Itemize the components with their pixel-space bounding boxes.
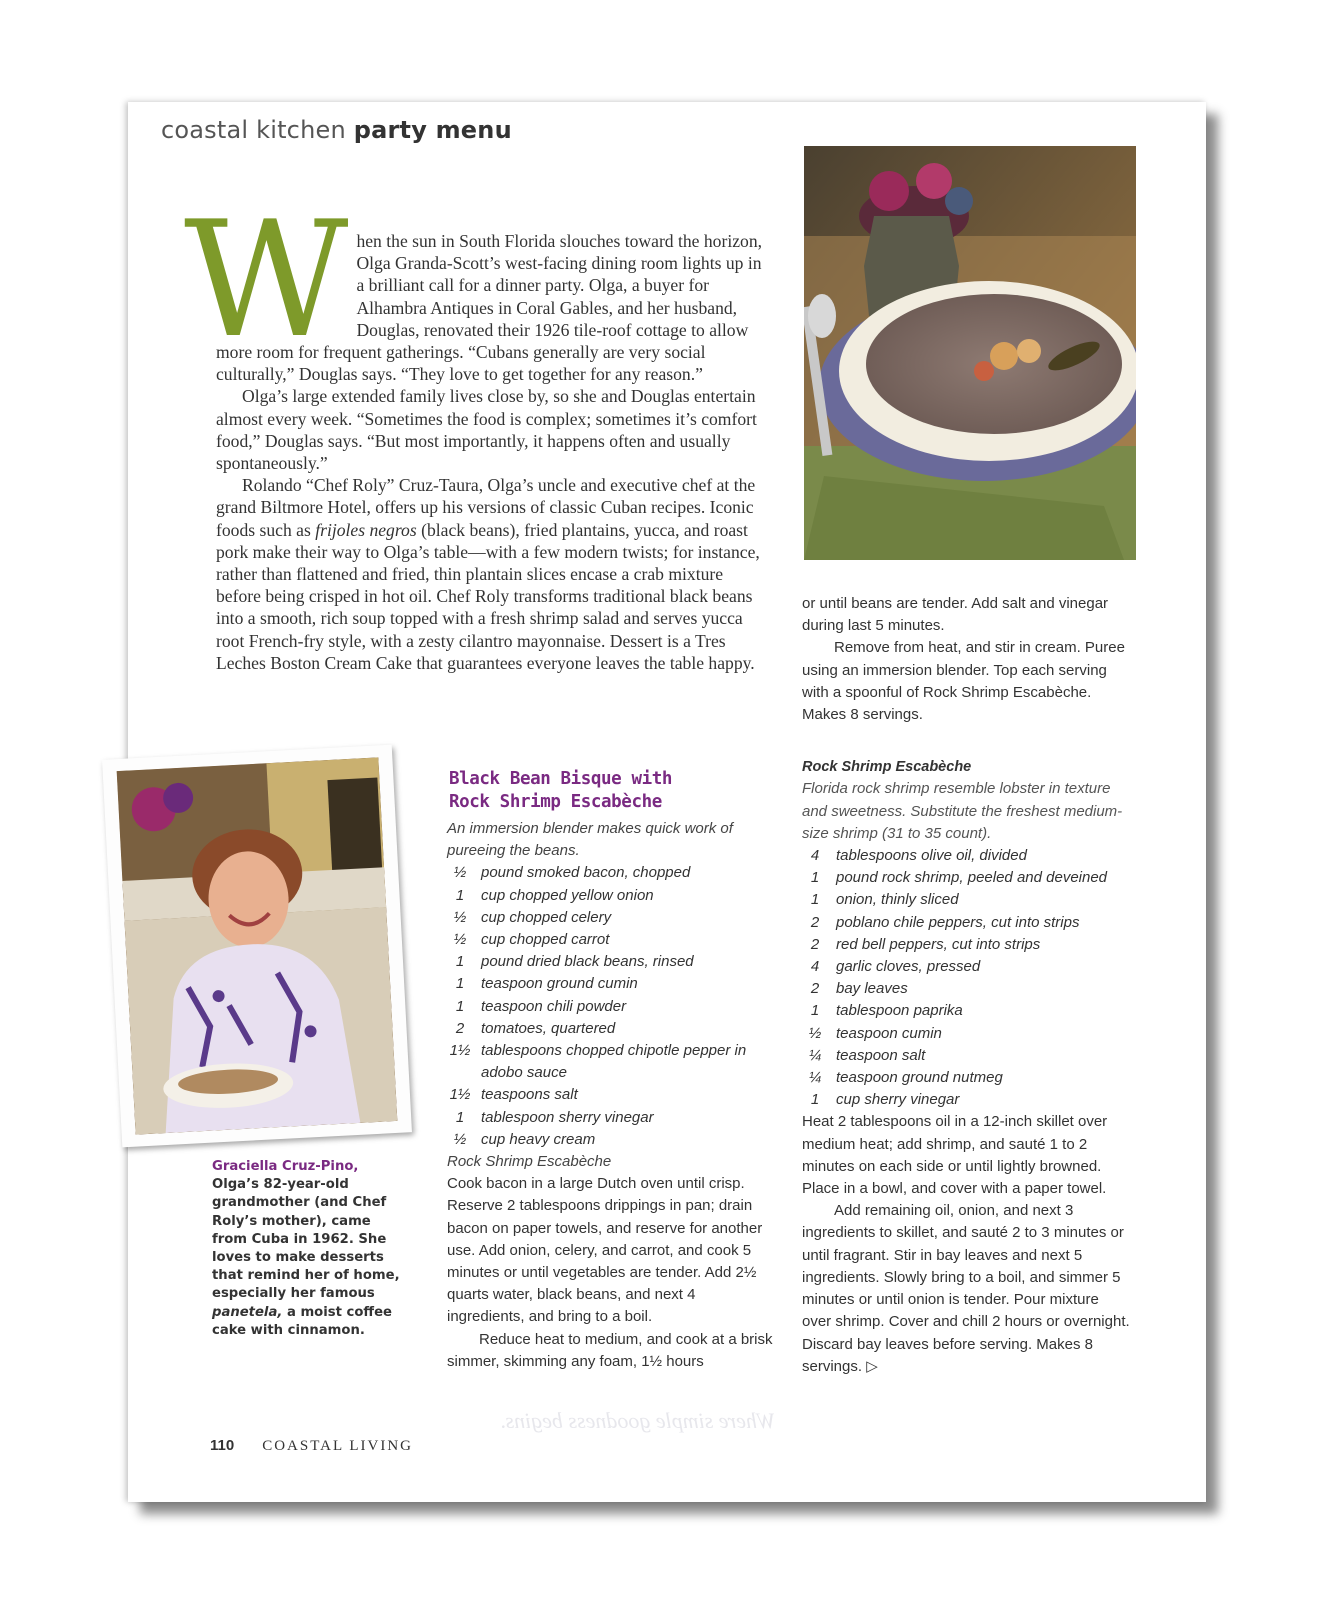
ingredient-text: pound dried black beans, rinsed bbox=[481, 953, 694, 971]
ingredient-row bbox=[447, 862, 777, 884]
recipe-black-bean-bisque bbox=[447, 768, 777, 1373]
page-footer bbox=[210, 1437, 413, 1455]
ingredient-text: cup sherry vinegar bbox=[836, 1091, 960, 1109]
ingredient-text: garlic cloves, pressed bbox=[836, 958, 981, 976]
recipe2-note: Florida rock shrimp resemble lobster in texture and sweetness. Substitute the freshest medium-size shrimp (31 to 35 count). bbox=[802, 780, 1123, 842]
drop-cap: W bbox=[184, 186, 349, 373]
ingredient-quantity: 1 bbox=[455, 997, 465, 1015]
ingredient-row bbox=[802, 1067, 1132, 1089]
ingredient-quantity: 1 bbox=[455, 886, 465, 904]
recipe1-step3: Remove from heat, and stir in cream. Puree using an immersion blender. Top each serving with a spoonful of Rock Shrimp Escabèche. Makes 8 servings. bbox=[802, 639, 1125, 724]
ingredient-quantity: 1½ bbox=[449, 1042, 471, 1060]
ingredient-row bbox=[447, 1107, 777, 1129]
ingredient-text: cup chopped celery bbox=[481, 908, 612, 926]
ingredient-quantity: 1 bbox=[810, 1091, 820, 1109]
ingredient-text: tomatoes, quartered bbox=[481, 1019, 616, 1037]
ingredient-text: teaspoon cumin bbox=[836, 1024, 942, 1042]
ingredient-row bbox=[802, 845, 1132, 867]
ingredient-row bbox=[802, 934, 1132, 956]
ingredient-text: teaspoon salt bbox=[836, 1046, 926, 1064]
ingredient-quantity: ½ bbox=[453, 908, 467, 926]
ingredient-row bbox=[802, 1023, 1132, 1045]
ingredient-row bbox=[447, 907, 777, 929]
ingredient-quantity: 2 bbox=[455, 1019, 465, 1037]
header-title: party menu bbox=[353, 116, 512, 144]
ingredient-text: cup chopped yellow onion bbox=[481, 886, 654, 904]
recipe2-ingredients bbox=[802, 845, 1132, 1111]
ingredient-row bbox=[802, 867, 1132, 889]
bleed-through-text: Where simple goodness begins. bbox=[500, 1408, 776, 1433]
intro-p3-after: (black beans), fried plantains, yucca, and roast pork make their way to Olga’s table—with a few modern twists; for instance, rather than flattened and fried, thin plantain slices encase a crab mixture before being crisped in hot oil. Chef Roly transforms traditional black beans into a smooth, rich soup topped with a fresh shrimp salad and serves yucca root French-fry style, with a zesty cilantro mayonnaise. Dessert is a Tres Leches Boston Cream Cake that guarantees everyone leaves the table happy. bbox=[216, 519, 760, 673]
soup-photo bbox=[804, 146, 1136, 560]
ingredient-text: tablespoon sherry vinegar bbox=[481, 1108, 654, 1126]
ingredient-text: teaspoon ground cumin bbox=[481, 975, 638, 993]
ingredient-quantity: ½ bbox=[453, 931, 467, 949]
ingredient-text: pound smoked bacon, chopped bbox=[481, 864, 691, 882]
ingredient-row bbox=[447, 1084, 777, 1106]
ingredient-row bbox=[802, 1089, 1132, 1111]
intro-p3-italic: frijoles negros bbox=[315, 519, 417, 540]
ingredient-row bbox=[447, 1040, 777, 1084]
intro-paragraph-2: Olga’s large extended family lives close by, so she and Douglas entertain almost every week. “Sometimes the food is complex; sometimes it’s comfort food,” Douglas says. “But most importantly, it happens often and usually spontaneously.” bbox=[216, 386, 757, 474]
ingredient-text: red bell peppers, cut into strips bbox=[836, 935, 1041, 953]
ingredient-text: tablespoons olive oil, divided bbox=[836, 847, 1027, 865]
ingredient-text: cup heavy cream bbox=[481, 1130, 596, 1148]
recipe2-step2: Add remaining oil, onion, and next 3 ingredients to skillet, and sauté 2 to 3 minutes or until fragrant. Stir in bay leaves and next 5 ingredients. Slowly bring to a boil, and simmer 5 minutes or until onion is tender. Pour mixture over shrimp. Cover and chill 2 hours or overnight. Discard bay leaves before serving. Makes 8 servings. ▷ bbox=[802, 1202, 1130, 1375]
portrait-photo bbox=[117, 757, 398, 1134]
ingredient-row bbox=[802, 889, 1132, 911]
recipe1-title bbox=[449, 768, 777, 814]
recipe1-extra: Rock Shrimp Escabèche bbox=[447, 1153, 612, 1171]
intro-paragraph-1 bbox=[184, 186, 766, 385]
page-number: 110 bbox=[210, 1437, 235, 1454]
ingredient-text: poblano chile peppers, cut into strips bbox=[836, 913, 1080, 931]
ingredient-text: teaspoon chili powder bbox=[481, 997, 627, 1015]
ingredient-quantity: 1 bbox=[810, 891, 820, 909]
ingredient-quantity: 4 bbox=[810, 847, 820, 865]
ingredient-row bbox=[802, 912, 1132, 934]
ingredient-row bbox=[802, 1000, 1132, 1022]
ingredient-quantity: ½ bbox=[808, 1024, 822, 1042]
ingredient-row bbox=[447, 973, 777, 995]
recipe1-title-line1: Black Bean Bisque with bbox=[449, 769, 672, 789]
ingredient-text: teaspoons salt bbox=[481, 1086, 578, 1104]
recipe1-title-line2: Rock Shrimp Escabèche bbox=[449, 792, 662, 812]
ingredient-quantity: 2 bbox=[810, 935, 820, 953]
recipe1-ingredients bbox=[447, 862, 777, 1151]
ingredient-text: tablespoons chopped chipotle pepper in adobo sauce bbox=[481, 1042, 747, 1082]
ingredient-quantity: 1 bbox=[455, 975, 465, 993]
ingredient-text: tablespoon paprika bbox=[836, 1002, 963, 1020]
header-section: coastal kitchen bbox=[161, 116, 346, 144]
ingredient-text: bay leaves bbox=[836, 980, 908, 998]
ingredient-row bbox=[447, 885, 777, 907]
ingredient-text: pound rock shrimp, peeled and deveined bbox=[836, 869, 1108, 887]
intro-paragraph-3 bbox=[216, 474, 766, 674]
caption-name: Graciella Cruz-Pino, bbox=[212, 1159, 359, 1174]
intro-article bbox=[184, 186, 766, 674]
right-column bbox=[802, 593, 1132, 1378]
recipe1-step2-continued: or until beans are tender. Add salt and vinegar during last 5 minutes. bbox=[802, 595, 1109, 635]
recipe1-step2: Reduce heat to medium, and cook at a brisk simmer, skimming any foam, 1½ hours bbox=[447, 1330, 773, 1370]
ingredient-row bbox=[802, 978, 1132, 1000]
ingredient-quantity: ½ bbox=[453, 864, 467, 882]
ingredient-row bbox=[447, 929, 777, 951]
portrait-photo-frame bbox=[102, 745, 412, 1148]
page-header bbox=[161, 116, 512, 144]
intro-p3-before: Rolando “Chef Roly” Cruz-Taura, Olga’s uncle and executive chef at the grand Biltmore Hotel, offers up his versions of classic Cuban recipes. Iconic foods such as bbox=[216, 475, 756, 540]
recipe2-step1: Heat 2 tablespoons oil in a 12-inch skillet over medium heat; add shrimp, and sauté 1 to 2 minutes on each side or until lightly browned. Place in a bowl, and cover with a paper towel. bbox=[802, 1113, 1108, 1198]
soup-illustration bbox=[804, 146, 1136, 560]
ingredient-quantity: 1 bbox=[810, 869, 820, 887]
recipe1-step1: Cook bacon in a large Dutch oven until crisp. Reserve 2 tablespoons drippings in pan; drain bacon on paper towels, and reserve for another use. Add onion, celery, and carrot, and cook 5 minutes or until vegetables are tender. Add 2½ quarts water, black beans, and next 4 ingredients, and bring to a boil. bbox=[447, 1175, 763, 1326]
caption-after: a moist coffee cake with cinnamon. bbox=[212, 1304, 392, 1338]
ingredient-text: cup chopped carrot bbox=[481, 931, 610, 949]
portrait-illustration bbox=[117, 757, 398, 1134]
ingredient-row bbox=[802, 956, 1132, 978]
ingredient-quantity: 4 bbox=[810, 958, 820, 976]
portrait-caption bbox=[212, 1158, 407, 1340]
ingredient-row bbox=[447, 951, 777, 973]
intro-paragraph-1-text: hen the sun in South Florida slouches toward the horizon, Olga Granda-Scott’s west-facing dining room lights up in a brilliant call for a dinner party. Olga, a buyer for Alhambra Antiques in Coral Gables, and her husband, Douglas, renovated their 1926 tile-roof cottage to allow more room for frequent gatherings. “Cubans generally are very social culturally,” Douglas says. “They love to get together for any reason.” bbox=[216, 231, 763, 385]
recipe2-title: Rock Shrimp Escabèche bbox=[802, 759, 972, 776]
ingredient-quantity: 2 bbox=[810, 980, 820, 998]
ingredient-quantity: 1 bbox=[455, 1108, 465, 1126]
ingredient-quantity: ½ bbox=[453, 1130, 467, 1148]
ingredient-text: onion, thinly sliced bbox=[836, 891, 959, 909]
ingredient-text: teaspoon ground nutmeg bbox=[836, 1069, 1003, 1087]
magazine-name: COASTAL LIVING bbox=[262, 1438, 414, 1454]
ingredient-quantity: 1½ bbox=[449, 1086, 471, 1104]
ingredient-quantity: ¼ bbox=[808, 1046, 822, 1064]
ingredient-quantity: ¼ bbox=[808, 1069, 822, 1087]
ingredient-quantity: 1 bbox=[455, 953, 465, 971]
ingredient-row bbox=[802, 1045, 1132, 1067]
ingredient-quantity: 2 bbox=[810, 913, 820, 931]
ingredient-quantity: 1 bbox=[810, 1002, 820, 1020]
caption-italic: panetela, bbox=[212, 1304, 283, 1320]
recipe1-note: An immersion blender makes quick work of pureeing the beans. bbox=[447, 820, 733, 860]
caption-before: Olga’s 82-year-old grandmother (and Chef Roly’s mother), came from Cuba in 1962. She loves to make desserts that remind her of home, especially her famous bbox=[212, 1177, 400, 1302]
ingredient-row bbox=[447, 1018, 777, 1040]
ingredient-row bbox=[447, 1129, 777, 1151]
ingredient-row bbox=[447, 996, 777, 1018]
